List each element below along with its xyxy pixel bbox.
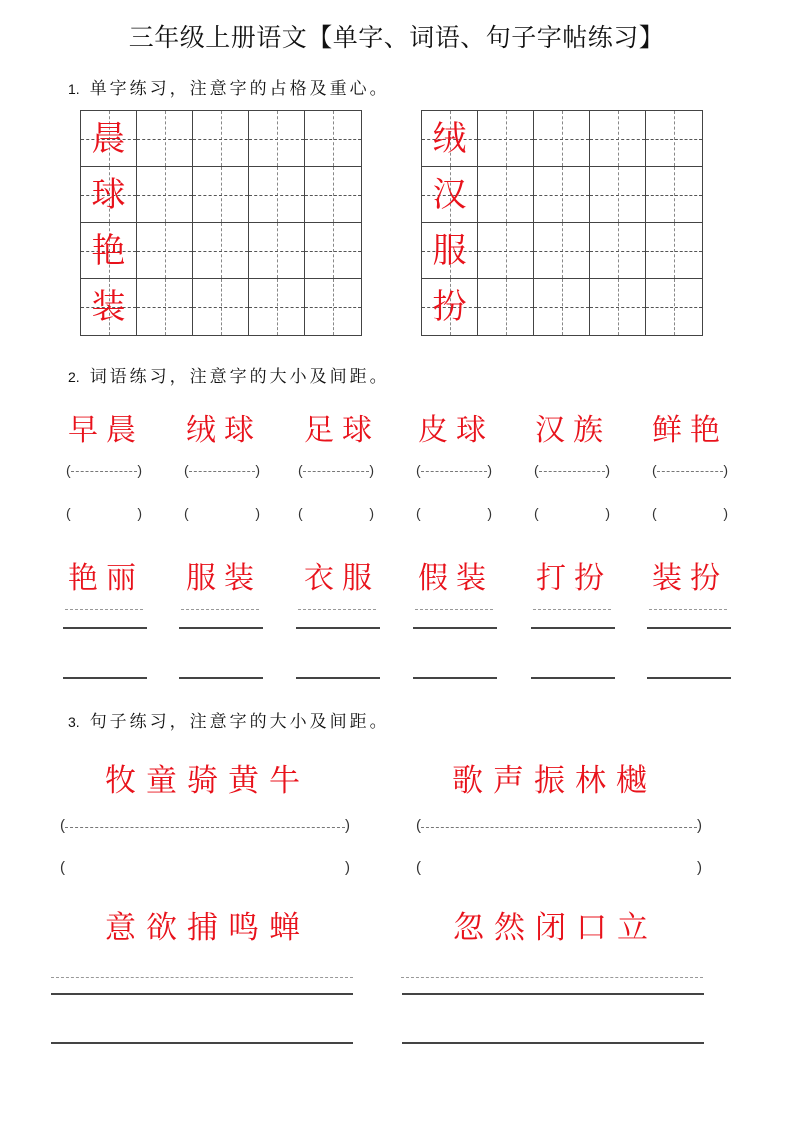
model-word: 装扮 bbox=[652, 561, 728, 596]
grid-cell[interactable] bbox=[646, 167, 702, 223]
grid-cell[interactable] bbox=[193, 111, 249, 167]
paren-close: ) bbox=[605, 505, 610, 521]
grid-cell[interactable] bbox=[81, 223, 137, 279]
section2-instruction-text: 词语练习，注意字的大小及间距。 bbox=[89, 367, 390, 387]
grid-cell[interactable] bbox=[590, 111, 646, 167]
pinyin-input[interactable] bbox=[66, 505, 142, 521]
grid-cell[interactable] bbox=[478, 167, 534, 223]
writing-line[interactable] bbox=[63, 677, 147, 679]
writing-line[interactable] bbox=[531, 677, 615, 679]
paren-open: ( bbox=[416, 817, 421, 834]
grid-cell[interactable] bbox=[137, 279, 193, 335]
paren-close: ) bbox=[697, 817, 702, 834]
paren-open: ( bbox=[416, 505, 421, 521]
paren-close: ) bbox=[487, 462, 492, 478]
paren-close: ) bbox=[697, 859, 702, 876]
section1-number: 1. bbox=[68, 81, 80, 97]
model-word: 皮球 bbox=[418, 413, 494, 448]
grid-cell[interactable] bbox=[249, 279, 305, 335]
paren-open: ( bbox=[652, 462, 657, 478]
section1-instruction-text: 单字练习，注意字的占格及重心。 bbox=[89, 79, 390, 99]
grid-cell[interactable] bbox=[249, 167, 305, 223]
grid-cell[interactable] bbox=[81, 279, 137, 335]
pinyin-input[interactable] bbox=[416, 462, 492, 478]
grid-cell[interactable] bbox=[646, 223, 702, 279]
guide-dash bbox=[539, 471, 605, 472]
writing-line[interactable] bbox=[296, 677, 380, 679]
grid-cell[interactable] bbox=[305, 111, 361, 167]
section3-instruction bbox=[68, 707, 390, 732]
paren-close: ) bbox=[137, 462, 142, 478]
paren-close: ) bbox=[255, 505, 260, 521]
grid-cell[interactable] bbox=[81, 167, 137, 223]
grid-cell[interactable] bbox=[646, 279, 702, 335]
model-sentence: 忽然闭口立 bbox=[453, 910, 658, 946]
paren-open: ( bbox=[416, 462, 421, 478]
pinyin-input[interactable] bbox=[534, 505, 610, 521]
grid-cell[interactable] bbox=[534, 111, 590, 167]
writing-line[interactable] bbox=[179, 677, 263, 679]
model-sentence: 意欲捕鸣蝉 bbox=[105, 910, 310, 946]
grid-cell[interactable] bbox=[249, 223, 305, 279]
paren-close: ) bbox=[369, 505, 374, 521]
writing-line[interactable] bbox=[647, 677, 731, 679]
char-grid-left bbox=[80, 110, 362, 336]
model-char: 晨 bbox=[91, 119, 126, 159]
grid-cell[interactable] bbox=[193, 167, 249, 223]
writing-line[interactable] bbox=[63, 627, 147, 629]
writing-line[interactable] bbox=[531, 627, 615, 629]
model-char: 装 bbox=[91, 287, 126, 327]
guide-dash bbox=[657, 471, 723, 472]
pinyin-input[interactable] bbox=[184, 505, 260, 521]
model-char: 扮 bbox=[432, 287, 467, 327]
model-word: 打扮 bbox=[536, 561, 612, 596]
grid-cell[interactable] bbox=[590, 167, 646, 223]
guide-dash bbox=[65, 827, 345, 828]
pinyin-input[interactable] bbox=[298, 462, 374, 478]
section2-number: 2. bbox=[68, 369, 80, 385]
model-char: 汉 bbox=[432, 175, 467, 215]
guide-dash-line bbox=[401, 977, 703, 978]
grid-cell[interactable] bbox=[193, 279, 249, 335]
paren-open: ( bbox=[184, 505, 189, 521]
grid-cell[interactable] bbox=[193, 223, 249, 279]
writing-line[interactable] bbox=[413, 627, 497, 629]
char-grid-right bbox=[421, 110, 703, 336]
grid-cell[interactable] bbox=[534, 279, 590, 335]
guide-dash-line bbox=[181, 609, 259, 610]
pinyin-input[interactable] bbox=[60, 859, 350, 877]
guide-dash-line bbox=[415, 609, 493, 610]
guide-dash-line bbox=[51, 977, 353, 978]
model-sentence: 歌声振林樾 bbox=[452, 763, 657, 799]
writing-line[interactable] bbox=[413, 677, 497, 679]
writing-line[interactable] bbox=[296, 627, 380, 629]
guide-dash-line bbox=[298, 609, 376, 610]
grid-cell[interactable] bbox=[534, 167, 590, 223]
pinyin-input[interactable] bbox=[534, 462, 610, 478]
guide-dash bbox=[421, 827, 697, 828]
pinyin-input[interactable] bbox=[652, 505, 728, 521]
writing-line[interactable] bbox=[51, 993, 353, 995]
grid-cell[interactable] bbox=[81, 111, 137, 167]
paren-open: ( bbox=[298, 505, 303, 521]
grid-cell[interactable] bbox=[478, 111, 534, 167]
model-word: 鲜艳 bbox=[652, 413, 728, 448]
paren-close: ) bbox=[369, 462, 374, 478]
grid-cell[interactable] bbox=[478, 279, 534, 335]
grid-cell[interactable] bbox=[137, 223, 193, 279]
guide-dash bbox=[303, 471, 369, 472]
page-title: 三年级上册语文【单字、词语、句子字帖练习】 bbox=[128, 23, 665, 52]
model-word: 艳丽 bbox=[68, 561, 144, 596]
model-word: 服装 bbox=[186, 561, 262, 596]
grid-cell[interactable] bbox=[422, 167, 478, 223]
paren-close: ) bbox=[605, 462, 610, 478]
writing-line[interactable] bbox=[51, 1042, 353, 1044]
grid-cell[interactable] bbox=[305, 279, 361, 335]
paren-open: ( bbox=[298, 462, 303, 478]
paren-close: ) bbox=[345, 859, 350, 876]
paren-open: ( bbox=[60, 859, 65, 876]
model-word: 足球 bbox=[304, 413, 380, 448]
paren-open: ( bbox=[66, 462, 71, 478]
paren-open: ( bbox=[534, 505, 539, 521]
grid-cell[interactable] bbox=[646, 111, 702, 167]
guide-dash-line bbox=[65, 609, 143, 610]
pinyin-input[interactable] bbox=[184, 462, 260, 478]
model-char: 绒 bbox=[432, 119, 467, 159]
writing-line[interactable] bbox=[402, 993, 704, 995]
pinyin-input[interactable] bbox=[416, 505, 492, 521]
grid-cell[interactable] bbox=[305, 167, 361, 223]
paren-open: ( bbox=[416, 859, 421, 876]
section3-number: 3. bbox=[68, 714, 80, 730]
grid-cell[interactable] bbox=[137, 167, 193, 223]
guide-dash bbox=[189, 471, 255, 472]
paren-close: ) bbox=[723, 505, 728, 521]
writing-line[interactable] bbox=[647, 627, 731, 629]
section3-instruction-text: 句子练习，注意字的大小及间距。 bbox=[89, 712, 390, 732]
paren-open: ( bbox=[652, 505, 657, 521]
paren-close: ) bbox=[723, 462, 728, 478]
model-word: 假装 bbox=[418, 561, 494, 596]
paren-open: ( bbox=[184, 462, 189, 478]
model-word: 汉族 bbox=[535, 413, 611, 448]
model-sentence: 牧童骑黄牛 bbox=[105, 763, 310, 799]
grid-cell[interactable] bbox=[590, 279, 646, 335]
guide-dash-line bbox=[533, 609, 611, 610]
paren-close: ) bbox=[137, 505, 142, 521]
pinyin-input[interactable] bbox=[416, 859, 702, 877]
model-word: 绒球 bbox=[186, 413, 262, 448]
pinyin-input[interactable] bbox=[60, 817, 350, 835]
model-char: 球 bbox=[91, 175, 126, 215]
grid-cell[interactable] bbox=[590, 223, 646, 279]
section2-instruction bbox=[68, 362, 390, 387]
grid-cell[interactable] bbox=[137, 111, 193, 167]
pinyin-input[interactable] bbox=[416, 817, 702, 835]
pinyin-input[interactable] bbox=[652, 462, 728, 478]
section1-instruction bbox=[68, 74, 390, 99]
grid-cell[interactable] bbox=[422, 111, 478, 167]
grid-cell[interactable] bbox=[534, 223, 590, 279]
paren-open: ( bbox=[66, 505, 71, 521]
paren-close: ) bbox=[255, 462, 260, 478]
guide-dash-line bbox=[649, 609, 727, 610]
writing-line[interactable] bbox=[179, 627, 263, 629]
grid-cell[interactable] bbox=[422, 223, 478, 279]
pinyin-input[interactable] bbox=[298, 505, 374, 521]
grid-cell[interactable] bbox=[305, 223, 361, 279]
guide-dash bbox=[421, 471, 487, 472]
grid-cell[interactable] bbox=[478, 223, 534, 279]
paren-close: ) bbox=[487, 505, 492, 521]
model-char: 服 bbox=[432, 231, 467, 271]
grid-cell[interactable] bbox=[422, 279, 478, 335]
model-char: 艳 bbox=[91, 231, 126, 271]
writing-line[interactable] bbox=[402, 1042, 704, 1044]
paren-open: ( bbox=[60, 817, 65, 834]
model-word: 衣服 bbox=[304, 561, 380, 596]
guide-dash bbox=[71, 471, 137, 472]
grid-cell[interactable] bbox=[249, 111, 305, 167]
paren-close: ) bbox=[345, 817, 350, 834]
model-word: 早晨 bbox=[68, 413, 144, 448]
paren-open: ( bbox=[534, 462, 539, 478]
pinyin-input[interactable] bbox=[66, 462, 142, 478]
